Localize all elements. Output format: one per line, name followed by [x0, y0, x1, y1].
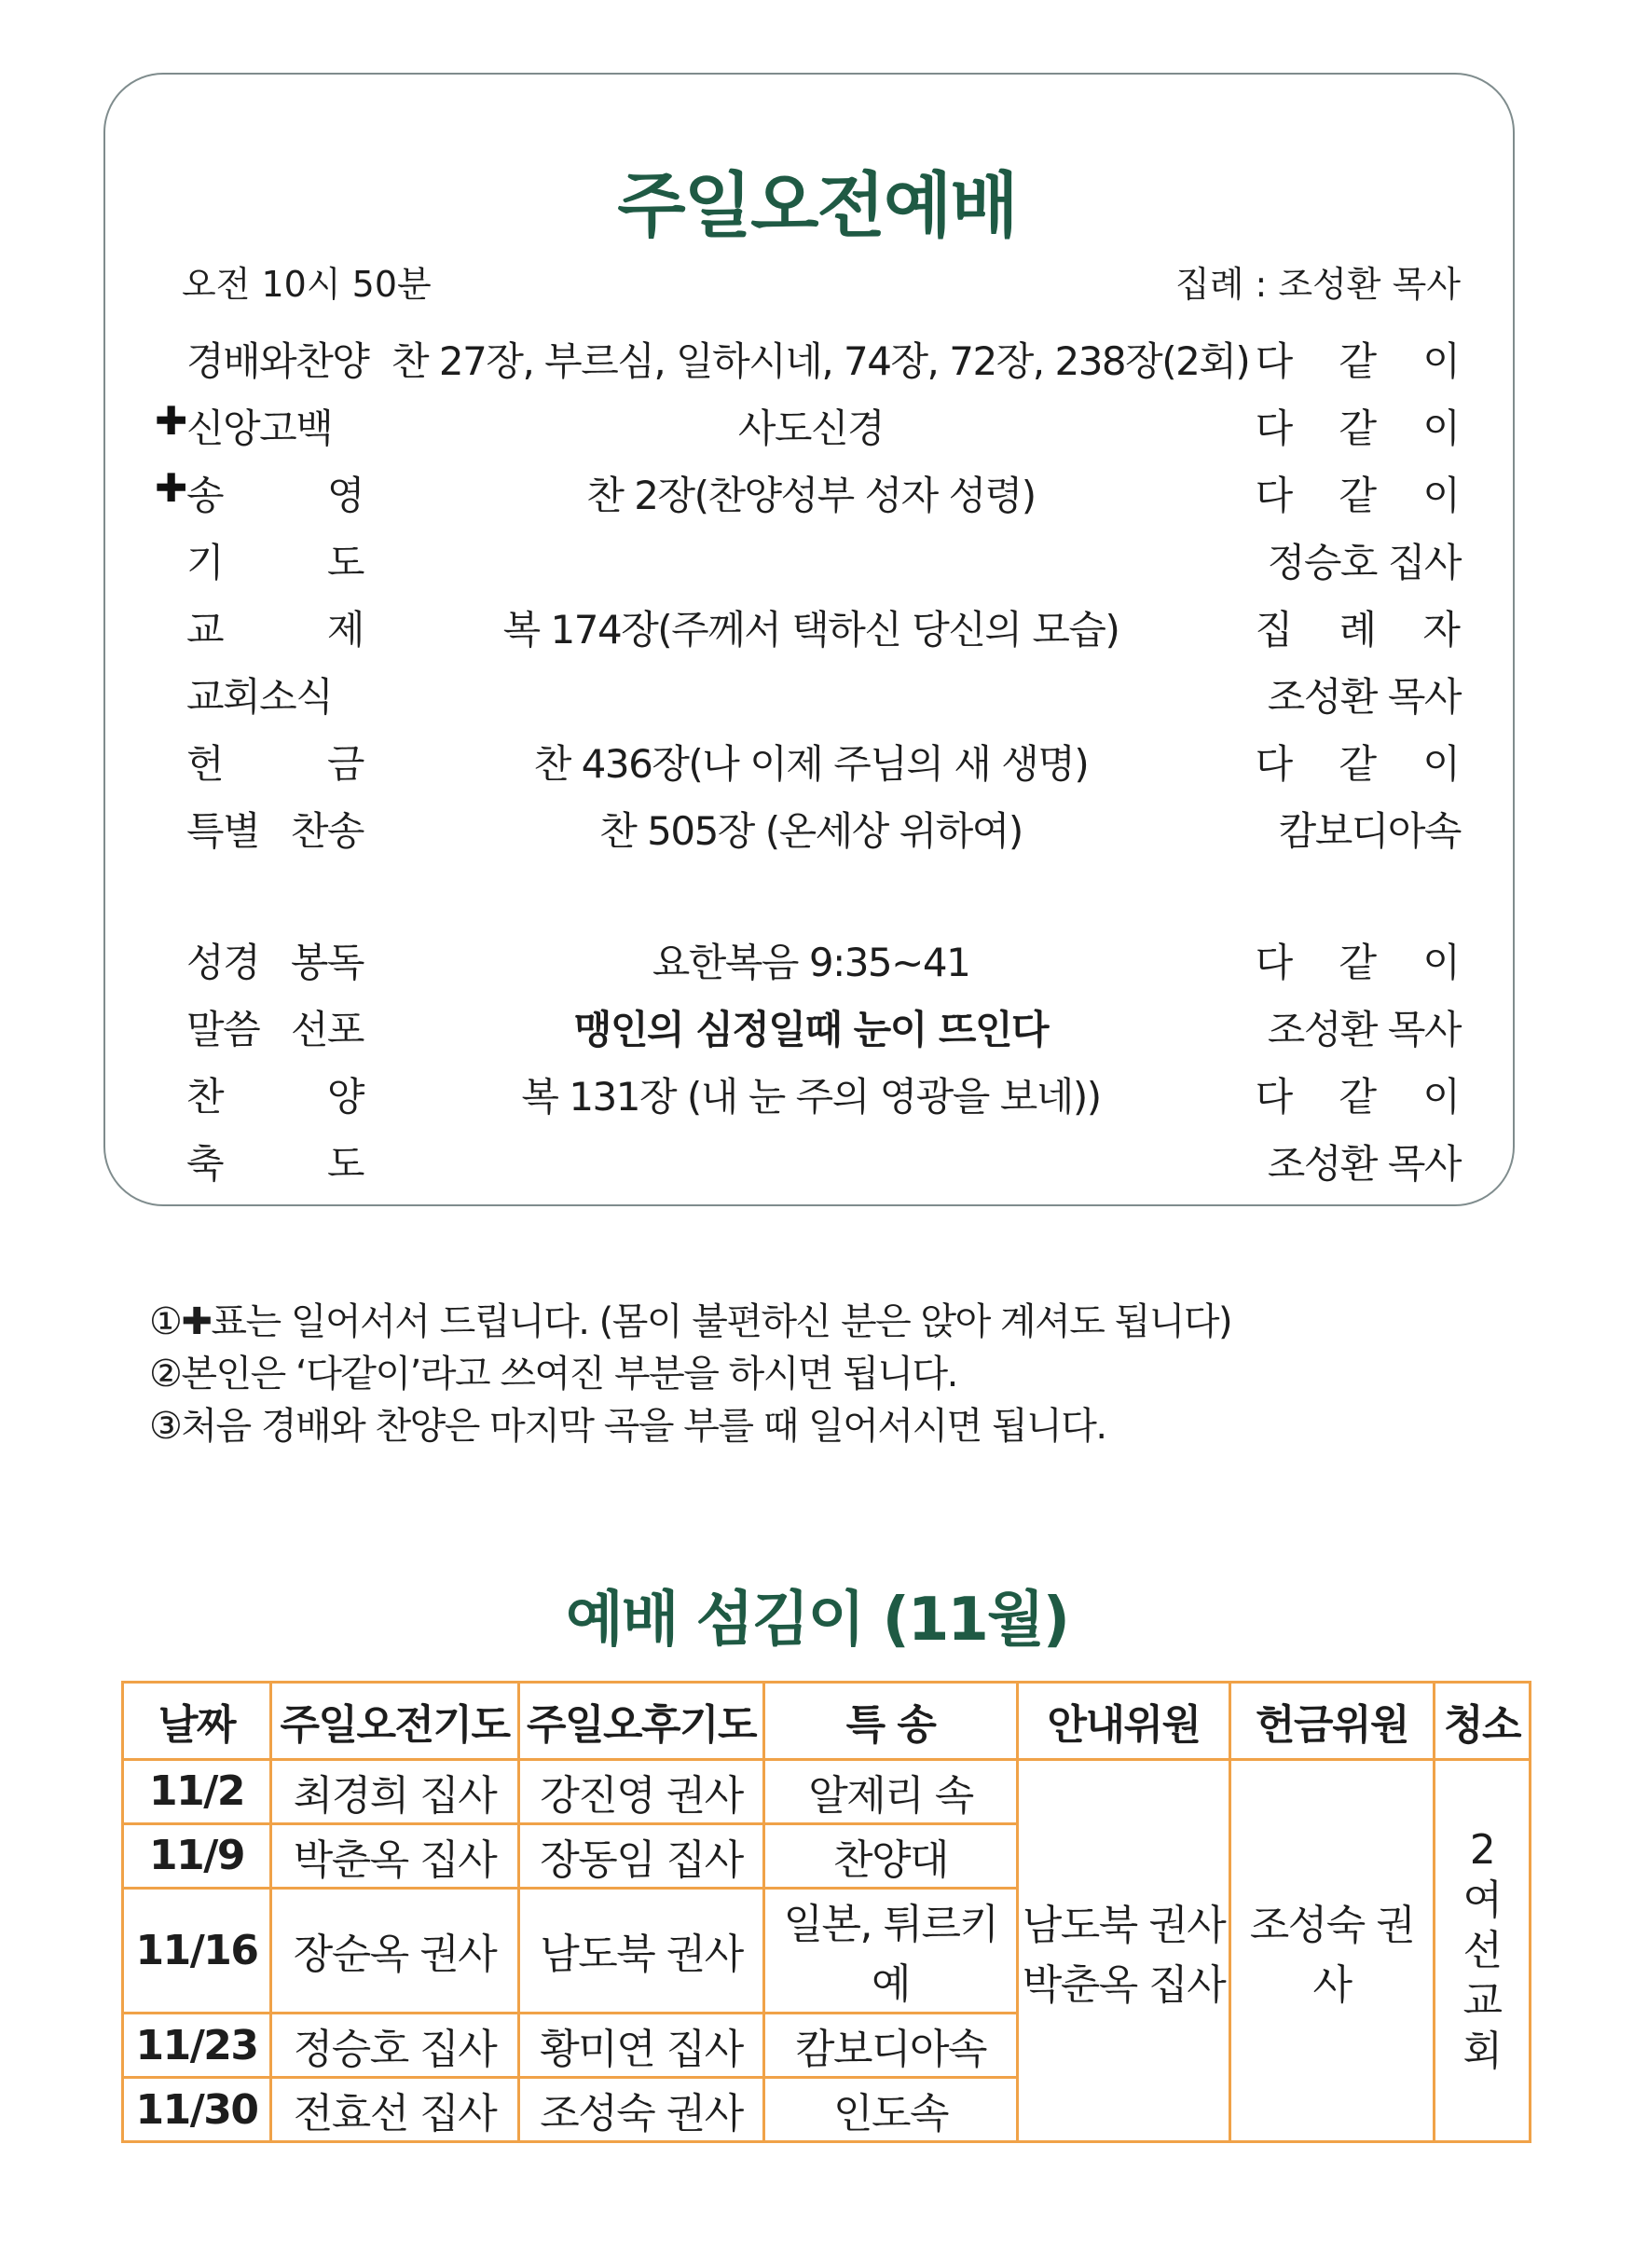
usher-cell: 남도북 권사 박춘옥 집사	[1018, 1760, 1230, 2142]
service-item-label: 송 영	[186, 473, 364, 518]
service-item-content: 복 174장(주께서 택하신 당신의 모습)	[502, 607, 1119, 653]
header-am-prayer: 주일오전기도	[271, 1683, 519, 1760]
service-item	[0, 465, 1634, 532]
service-item-content: 찬 2장(찬양성부 성자 성령)	[586, 473, 1036, 518]
service-item-leader: 정승호 집사	[1267, 540, 1461, 585]
service-item-content: 찬 436장(나 이제 주님의 새 생명)	[533, 741, 1089, 787]
date-cell: 11/2	[123, 1760, 271, 1824]
header-date: 날짜	[123, 1683, 271, 1760]
special-song-cell: 캄보디아속	[764, 2014, 1018, 2078]
service-item-leader: 다 같 이	[1255, 741, 1477, 787]
service-item-content: 복 131장 (내 눈 주의 영광을 보네))	[521, 1074, 1101, 1120]
offering-cell: 조성숙 권사	[1230, 1760, 1435, 2142]
am-prayer-cell: 박춘옥 집사	[271, 1823, 519, 1888]
service-item-content: 찬 505장 (온세상 위하여)	[599, 808, 1023, 854]
service-item-leader: 조성환 목사	[1267, 674, 1461, 720]
note-1: ①✚표는 일어서서 드립니다. (몸이 불편하신 분은 앉아 계셔도 됩니다)	[149, 1300, 1232, 1343]
service-item	[0, 331, 1634, 398]
service-item-leader: 다 같 이	[1255, 940, 1477, 985]
am-prayer-cell: 정승호 집사	[271, 2014, 519, 2078]
date-cell: 11/9	[123, 1823, 271, 1888]
service-title: 주일오전예배	[617, 164, 1017, 247]
service-item	[0, 667, 1634, 734]
pm-prayer-cell: 강진영 권사	[519, 1760, 764, 1824]
am-prayer-cell: 전효선 집사	[271, 2078, 519, 2142]
service-item-label: 성경 봉독	[186, 940, 364, 985]
note-2: ②본인은 ‘다같이’라고 쓰여진 부분을 하시면 됩니다.	[149, 1353, 957, 1395]
servant-schedule-table	[121, 1681, 1531, 2143]
header-offering: 헌금위원	[1230, 1683, 1435, 1760]
service-item-label: 경배와찬양	[186, 338, 369, 384]
service-item	[0, 398, 1634, 465]
header-usher: 안내위원	[1018, 1683, 1230, 1760]
cleaning-cell: 2 여 선 교 회	[1435, 1760, 1531, 2142]
service-item-label: 찬 양	[186, 1074, 364, 1120]
schedule-title: 예배 섬김이 (11월)	[565, 1586, 1069, 1655]
cross-icon: ✚	[181, 1300, 212, 1343]
service-item	[0, 734, 1634, 801]
service-item-label: 신앙고백	[186, 405, 333, 451]
service-item-label: 특별 찬송	[186, 808, 364, 854]
table-row	[123, 1760, 1531, 1824]
special-song-cell: 알제리 속	[764, 1760, 1018, 1824]
service-item-leader: 조성환 목사	[1267, 1007, 1461, 1052]
service-presider: 집례 : 조성환 목사	[1175, 264, 1461, 305]
am-prayer-cell: 장순옥 권사	[271, 1888, 519, 2014]
service-item	[0, 801, 1634, 868]
header-cleaning: 청소	[1435, 1683, 1531, 1760]
special-song-cell: 일본, 튀르키예	[764, 1888, 1018, 2014]
service-notes	[149, 1296, 1231, 1452]
service-item-leader: 집 례 자	[1255, 607, 1477, 653]
service-item-leader: 다 같 이	[1255, 473, 1477, 518]
service-item	[0, 1134, 1634, 1201]
service-item-leader: 캄보디아속	[1278, 808, 1461, 854]
pm-prayer-cell: 황미연 집사	[519, 2014, 764, 2078]
service-item-label: 축 도	[186, 1141, 364, 1187]
table-header-row	[123, 1683, 1531, 1760]
service-item-label: 교회소식	[186, 674, 333, 720]
service-item	[0, 532, 1634, 599]
date-cell: 11/23	[123, 2014, 271, 2078]
pm-prayer-cell: 장동임 집사	[519, 1823, 764, 1888]
pm-prayer-cell: 남도북 권사	[519, 1888, 764, 2014]
service-item-leader: 다 같 이	[1255, 1074, 1477, 1120]
cross-icon: ✚	[155, 465, 186, 511]
service-item-label: 헌 금	[186, 741, 364, 787]
header-special-song: 특 송	[764, 1683, 1018, 1760]
service-item-leader: 조성환 목사	[1267, 1141, 1461, 1187]
special-song-cell: 찬양대	[764, 1823, 1018, 1888]
service-time: 오전 10시 50분	[182, 264, 432, 305]
service-item-content: 찬 27장, 부르심, 일하시네, 74장, 72장, 238장(2회)	[391, 338, 1250, 384]
pm-prayer-cell: 조성숙 권사	[519, 2078, 764, 2142]
service-item-content: 사도신경	[737, 405, 885, 451]
service-item-leader: 다 같 이	[1255, 338, 1477, 384]
date-cell: 11/16	[123, 1888, 271, 2014]
service-item-label: 말씀 선포	[186, 1007, 364, 1052]
service-item	[0, 932, 1634, 999]
service-item	[0, 999, 1634, 1066]
service-item-leader: 다 같 이	[1255, 405, 1477, 451]
service-item-label: 기 도	[186, 540, 364, 585]
header-pm-prayer: 주일오후기도	[519, 1683, 764, 1760]
service-item-label: 교 제	[186, 607, 364, 653]
special-song-cell: 인도속	[764, 2078, 1018, 2142]
date-cell: 11/30	[123, 2078, 271, 2142]
service-item	[0, 599, 1634, 667]
cross-icon: ✚	[155, 398, 186, 444]
service-item-content: 맹인의 심정일때 눈이 뜨인다	[573, 1007, 1049, 1052]
note-3: ③처음 경배와 찬양은 마지막 곡을 부를 때 일어서시면 됩니다.	[149, 1405, 1106, 1448]
service-item-content: 요한복음 9:35~41	[652, 940, 970, 985]
service-item	[0, 1066, 1634, 1134]
am-prayer-cell: 최경희 집사	[271, 1760, 519, 1824]
